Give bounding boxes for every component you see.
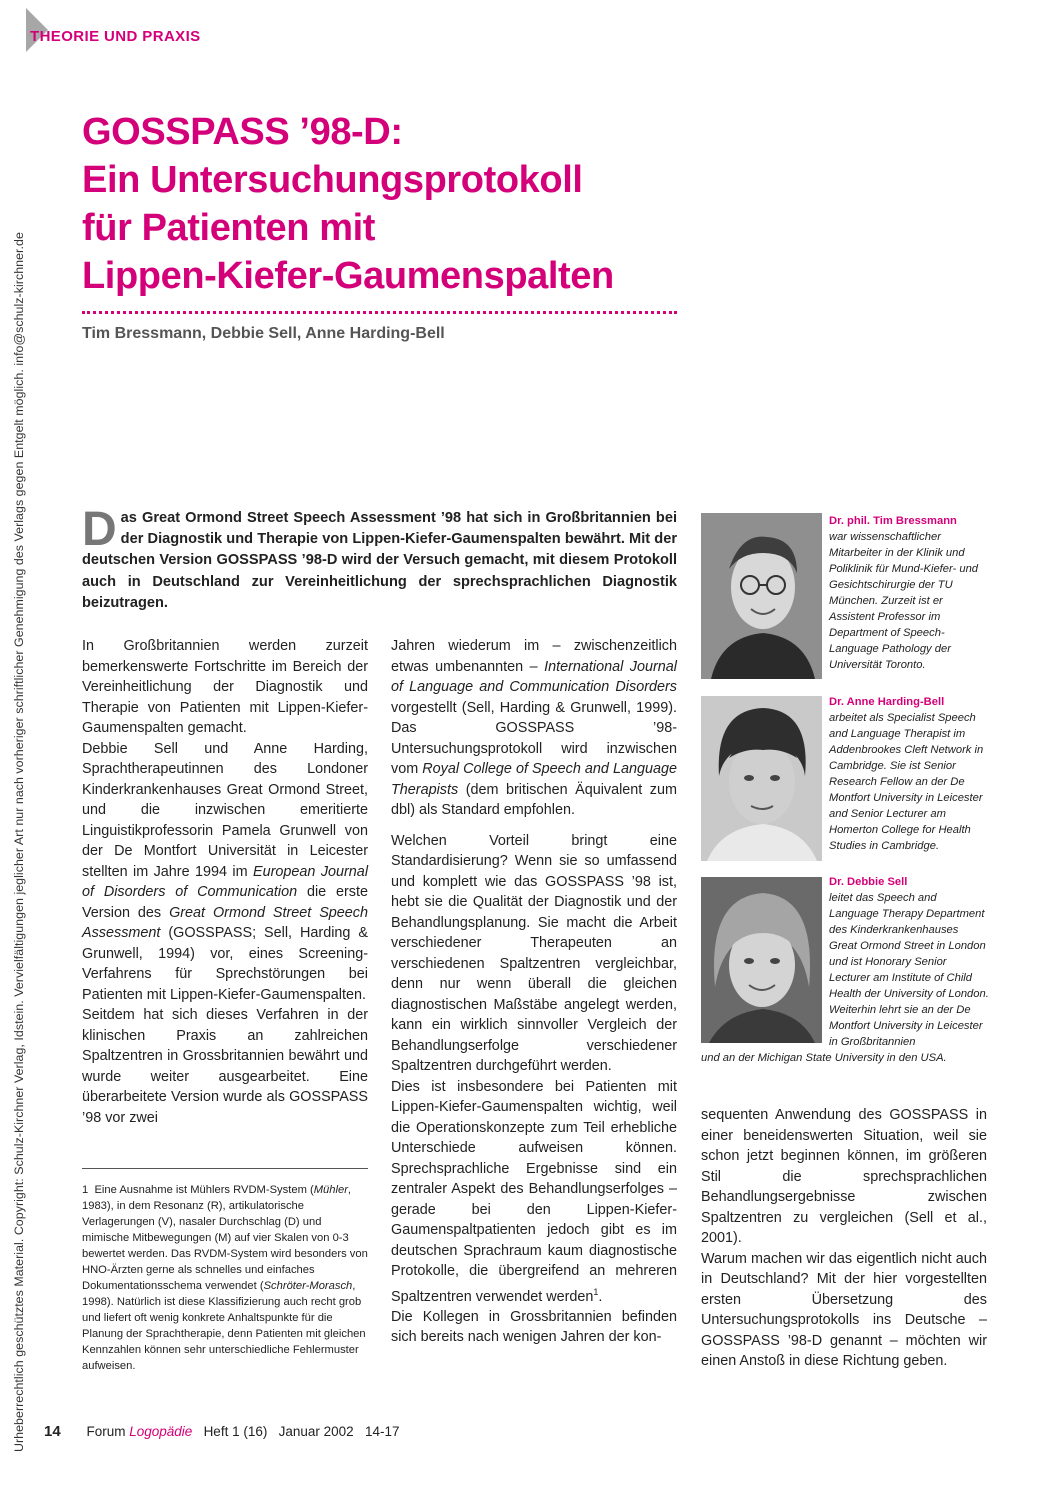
author-bio-text: war wissenschaftlicher Mitarbeiter in der Klinik und Poliklinik für Mund-Kiefer- und Gesichtschirurgie der TU München. Zurzeit ist er Assistent Professor im Department of Speech-Language Pathology der Universität Toronto. — [829, 531, 979, 671]
title-line: Lippen-Kiefer-Gaumenspalten — [82, 255, 614, 297]
title-line: GOSSPASS ’98-D: — [82, 111, 403, 153]
issue-date: Januar 2002 — [278, 1424, 354, 1439]
footnote-rule — [82, 1168, 368, 1169]
page-range: 14-17 — [364, 1424, 400, 1439]
body-paragraph: Die Kollegen in Grossbritannien befinden sich bereits nach wenigen Jahren der kon- — [391, 1308, 677, 1346]
author-bio-harding-bell — [829, 694, 989, 854]
text-run: Dies ist insbesondere bei Patienten mit Lippen-Kiefer-Gaumenspalten wichtig, weil die Operationskonzepte zum Teil erhebliche Unterschiede aufweisen können. Sprechsprachliche Ergebnisse sind ein zentraler Aspekt des Behandlungserfolges – gerade bei den Lippen-Kiefer-Gaumenspaltpatienten jedoch gibt es im deutschen Sprachraum kaum diagnostische Protokolle, die übergreifend an mehreren Spaltzentren verwendet werden — [391, 1078, 677, 1305]
body-paragraph: Warum machen wir das eigentlich nicht auch in Deutschland? Mit der hier vorgestellten ersten Übersetzung des Untersuchungsprotokolls ins Deutsche – GOSSPASS ’98-D genannt – möchten wir einen Anstoß in diese Richtung geben. — [701, 1250, 987, 1369]
title-line: Ein Untersuchungsprotokoll — [82, 159, 583, 201]
body-paragraph — [391, 636, 677, 821]
page-number: 14 — [44, 1423, 61, 1440]
body-paragraph: Welchen Vorteil bringt eine Standardisierung? Wenn sie so umfassend und komplett wie das GOSSPASS ’98 ist, hebt sie die Qualität der Diagnostik und der Behandlungsplanung. Sie macht die Arbeit verschiedener Therapeuten an verschiedenen Spaltzentren vergleichbar, denn nur wenn überall die gleichen diagnostischen Maßstäbe angelegt werden, kann ein wirklich sinnvoller Vergleich der Behandlungserfolge verschiedener Spaltzentren durchgeführt werden. — [391, 832, 677, 1074]
author-bio-name: Dr. Anne Harding-Bell — [829, 696, 945, 708]
title-line: für Patienten mit — [82, 207, 376, 249]
article-title — [82, 108, 614, 300]
author-bio-text: arbeitet als Specialist Speech and Language Therapist im Addenbrookes Cleft Network in Cambridge. Sie ist Senior Research Fellow an der De Montfort University in Leicester and Senior Lecturer am Homerton College for Health Studies in Cambridge. — [829, 712, 984, 852]
drop-cap: D — [82, 503, 117, 556]
body-paragraph — [82, 739, 368, 1006]
author-bio-sell — [829, 874, 989, 1050]
text-run: Debbie Sell und Anne Harding, Sprachtherapeutinnen des Londoner Kinderkrankenhauses Great Ormond Street, und die inzwischen emeritierte Linguistikprofessorin Pamela Grunwell von der De Montfort Universität in Leicester stellten im Jahre 1994 im — [82, 740, 368, 880]
author-bio-sell-tail: und an der Michigan State University in den USA. — [701, 1052, 947, 1064]
body-paragraph: Seitdem hat sich dieses Verfahren in der klinischen Praxis an zahlreichen Spaltzentren in Grossbritannien bewährt und wurde weiter ausgearbeitet. Eine überarbeitete Version wurde als GOSSPASS ’98 vor zwei — [82, 1007, 368, 1126]
author-bio-name: Dr. phil. Tim Bressmann — [829, 515, 957, 527]
journal-name — [86, 1424, 192, 1439]
text-run: (dem britischen Äquivalent zum dbl) als Standard empfohlen. — [391, 781, 677, 818]
page-footer — [44, 1423, 399, 1440]
organisation-name: Royal College of Speech and Language Therapists — [391, 761, 677, 798]
text-run: Mühler — [313, 1184, 348, 1196]
journal-name: European Journal of Disorders of Communication — [82, 863, 369, 900]
copyright-side-note: Urheberrechtlich geschütztes Material. Copyright: Schulz-Kirchner Verlag, Idstein. Vervielfältigungen jeglicher Art nur nach vorheriger schriftlicher Genehmigung des Verlags gegen Entgelt möglich. info@schulz-kirchner.de — [12, 232, 26, 1452]
author-line: Tim Bressmann, Debbie Sell, Anne Harding-Bell — [82, 325, 445, 342]
author-photo-harding-bell — [701, 696, 822, 861]
author-bio-name: Dr. Debbie Sell — [829, 876, 908, 888]
body-column-2 — [391, 636, 677, 1348]
journal-name-emphasis: Logopädie — [129, 1424, 193, 1439]
body-paragraph — [391, 1077, 677, 1307]
body-paragraph: sequenten Anwendung des GOSSPASS in einer beneidenswerten Situation, weil sie schon jetzt beginnen können, im größeren Stil die sprechsprachlichen Behandlungsergebnisse zwischen Spaltzentren zu vergleichen (Sell et al., 2001). — [701, 1107, 987, 1246]
footnote-ref: 1 — [593, 1286, 599, 1297]
body-column-3 — [701, 1105, 987, 1372]
title-divider — [82, 311, 677, 314]
body-paragraph: In Großbritannien werden zurzeit bemerkenswerte Fortschritte im Bereich der Vereinheitlichung der Diagnostik und Therapie von Patienten mit Lippen-Kiefer-Gaumenspalten gemacht. — [82, 638, 368, 736]
author-photo-sell — [701, 877, 822, 1043]
text-run: (GOSSPASS; Sell, Harding & Grunwell, 1994) vor, eines Screening-Verfahrens für Sprechstörungen bei Patienten mit Lippen-Kiefer-Gaumenspalten. — [82, 925, 368, 1003]
author-bio-bressmann — [829, 513, 989, 673]
text-run: die erste Version des — [82, 884, 368, 921]
section-label: THEORIE UND PRAXIS — [30, 28, 201, 45]
text-run: Eine Ausnahme ist Mühlers RVDM-System ( — [94, 1184, 314, 1196]
lead-text: as Great Ormond Street Speech Assessment ’98 hat sich in Großbritannien bei der Diagnostik und Therapie von Lippen-Kiefer-Gaumenspalten bewährt. Mit der deutschen Version GOSSPASS ’98-D wird der Versuch gemacht, mit diesem Protokoll auch in Deutschland zur Vereinheitlichung der sprechsprachlichen Diagnostik beizutragen. — [82, 510, 677, 611]
text-run: vorgestellt (Sell, Harding & Grunwell, 1999). Das GOSSPASS ’98-Untersuchungsprotokoll wird inzwischen vom — [391, 699, 677, 777]
issue-number: Heft 1 (16) — [203, 1424, 268, 1439]
author-photo-bressmann — [701, 513, 822, 679]
body-column-1 — [82, 636, 368, 1128]
text-run: . — [598, 1288, 603, 1305]
text-run: , 1983), in dem Resonanz (R), artikulatorische Verlagerungen (V), nasaler Durchschlag (D) und mimische Mitbewegungen (M) auf vier Skalen von 0-3 bewertet werden. Das RVDM-System wird besonders von HNO-Ärzten gerne als schnelles und einfaches Dokumentationsschema verwendet ( — [82, 1184, 368, 1292]
author-bio-text: leitet das Speech and Language Therapy Department des Kinderkrankenhauses Great Ormond Street in London und ist Honorary Senior Lecturer am Institute of Child Health der University of London. Weiterhin lehrt sie an der De Montfort University in Leicester in Großbritannien — [829, 892, 989, 1048]
assessment-name: Great Ormond Street Speech Assessment — [82, 904, 369, 941]
footnote — [82, 1182, 368, 1374]
lead-paragraph — [82, 503, 677, 614]
text-run: , 1998). Natürlich ist diese Klassifizierung auch recht grob und liefert oft wenig konkrete Anhaltspunkte für die Planung der Sprachtherapie, denn Patienten mit gleichen Kennzahlen können sehr unterschiedliche Fehlermuster aufweisen. — [82, 1280, 366, 1372]
text-run: Schröter-Morasch — [263, 1280, 353, 1292]
text-run: Jahren wiederum im – zwischenzeitlich etwas umbenannten – — [391, 638, 677, 675]
footnote-number: 1 — [82, 1184, 89, 1196]
journal-name-part: Forum — [86, 1424, 130, 1439]
journal-name: International Journal of Language and Communication Disorders — [391, 658, 678, 695]
